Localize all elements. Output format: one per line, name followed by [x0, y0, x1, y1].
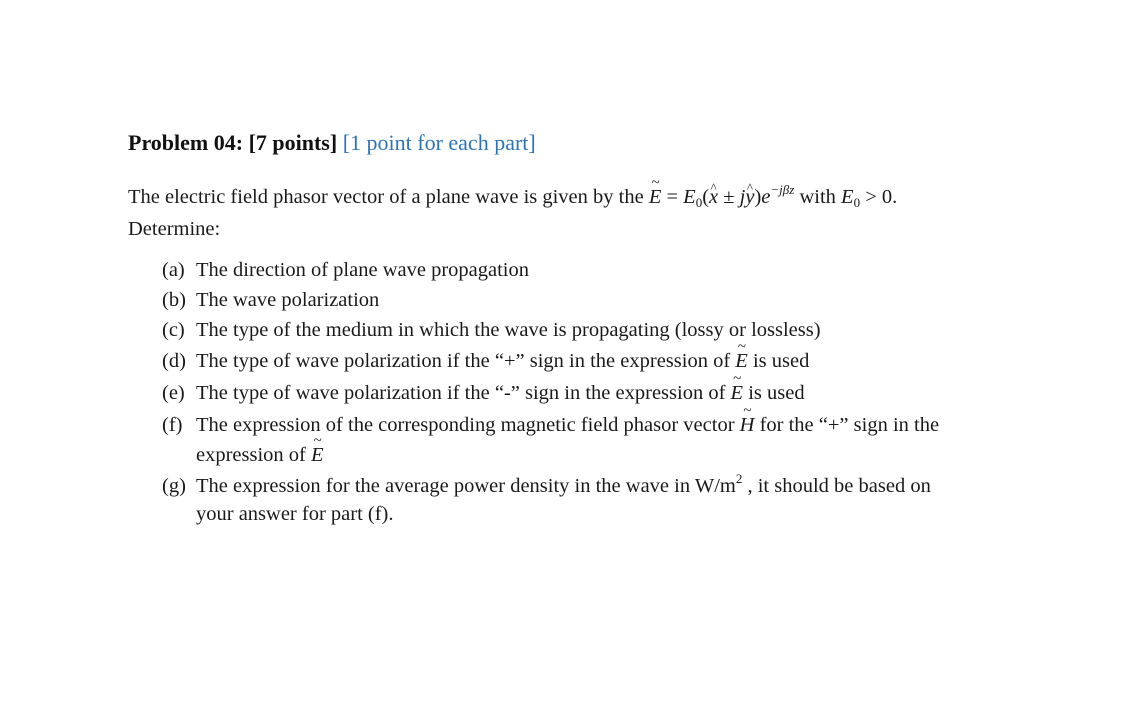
part-continuation: [196, 440, 1028, 470]
part-c: [162, 316, 1028, 344]
part-text: The expression for the average power density in the wave in W/m: [196, 475, 736, 497]
part-label: (c): [162, 319, 185, 341]
e-field-symbol: ~ E: [735, 346, 748, 376]
h-field-symbol: ~ H: [740, 410, 755, 440]
points-note: [1 point for each part]: [342, 130, 536, 155]
intro-paragraph: [128, 180, 1028, 214]
part-label: (e): [162, 382, 185, 404]
part-text-end: is used: [747, 350, 810, 372]
amplitude-subscript: 0: [695, 195, 703, 210]
part-label: (f): [162, 414, 183, 436]
open-paren: (: [702, 186, 710, 208]
e-field-symbol: ~ E: [649, 180, 662, 214]
part-label: (a): [162, 259, 185, 281]
exponent: −jβz: [770, 182, 795, 197]
part-text-line2: expression of: [196, 444, 312, 466]
field-equation: [648, 182, 795, 210]
imag-unit: j: [739, 186, 746, 208]
part-continuation: your answer for part (f).: [196, 503, 394, 525]
problem-page: [128, 128, 1028, 530]
part-b: [162, 286, 1028, 314]
amplitude-symbol: E: [683, 186, 696, 208]
part-label: (d): [162, 350, 186, 372]
intro-text: The electric field phasor vector of a plane wave is given by the: [128, 186, 649, 208]
part-a: [162, 256, 1028, 284]
condition-symbol: E: [841, 186, 854, 208]
x-unit-vector: ^ x: [709, 180, 718, 214]
part-e: [162, 378, 1028, 408]
part-text: The type of the medium in which the wave is propagating (lossy or lossless): [196, 319, 821, 341]
part-text: The direction of plane wave propagation: [196, 259, 529, 281]
part-text: The type of wave polarization if the “+” sign in the expression of: [196, 350, 736, 372]
part-g: [162, 472, 1028, 528]
parts-list: [162, 256, 1028, 528]
condition-subscript: 0: [853, 195, 861, 210]
part-d: [162, 346, 1028, 376]
close-paren: ): [754, 186, 762, 208]
determine-label: Determine:: [128, 218, 221, 240]
part-f: [162, 410, 1028, 470]
intro-with: with: [794, 186, 842, 208]
problem-title: Problem 04: [7 points]: [128, 130, 338, 155]
part-text-end: is used: [743, 382, 805, 404]
y-unit-vector: ^ y: [745, 180, 754, 214]
equals-sign: =: [661, 186, 684, 208]
condition-rest: > 0: [860, 186, 893, 208]
part-text: The wave polarization: [196, 289, 380, 311]
unit-superscript: 2: [735, 471, 743, 486]
condition: [841, 186, 892, 208]
part-label: (b): [162, 289, 186, 311]
part-text: The type of wave polarization if the “-” sign in the expression of: [196, 382, 731, 404]
intro-end: .: [892, 186, 898, 208]
problem-heading: [128, 128, 1028, 158]
part-text-end: , it should be based on: [742, 475, 931, 497]
part-text-end: for the “+” sign in the: [754, 414, 940, 436]
part-label: (g): [162, 475, 186, 497]
plus-minus: ±: [718, 186, 740, 208]
e-field-symbol: ~ E: [731, 378, 744, 408]
e-field-symbol: ~ E: [311, 440, 324, 470]
exp-base: e: [761, 186, 771, 208]
part-text: The expression of the corresponding magnetic field phasor vector: [196, 414, 740, 436]
